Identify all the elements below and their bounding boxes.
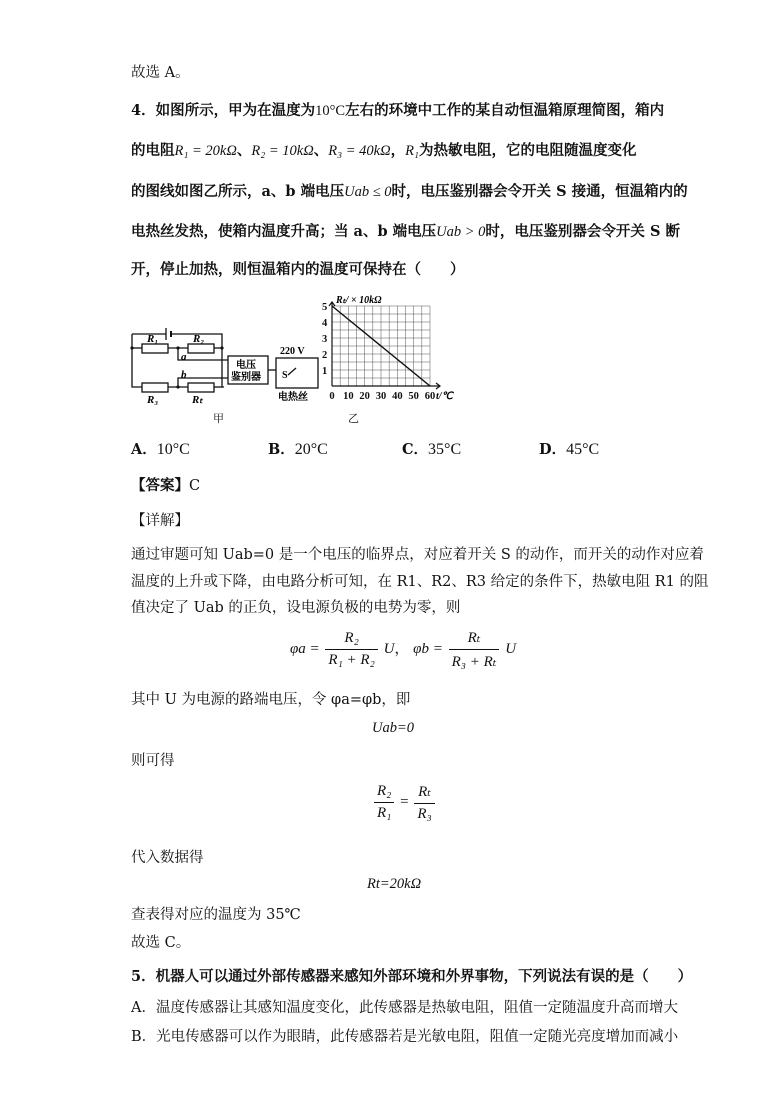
previous-answer: 故选 A。 xyxy=(131,65,190,81)
equation-rt-value: Rt=20kΩ xyxy=(367,876,422,892)
figure-jia-caption: 甲 xyxy=(213,412,224,425)
q4-line-3: 的图线如图乙所示，a、b 端电压Uab ≤ 0时，电压鉴别器会令开关 S 接通，恒温箱内的 xyxy=(131,183,688,200)
q5-option-a[interactable]: A．温度传感器让其感知温度变化，此传感器是热敏电阻，阻值一定随温度升高而增大 xyxy=(131,1000,678,1016)
uab-condition-2: Uab > 0 xyxy=(436,224,486,240)
detail-paragraph-4: 其中 U 为电源的路端电压，令 φa=φb，即 xyxy=(131,692,411,708)
y-tick-label: 2 xyxy=(322,350,328,361)
label-a: a xyxy=(181,351,187,363)
heater-label: 电热丝 xyxy=(278,392,308,403)
temperature-value: 10°C xyxy=(315,103,346,119)
detail-label: 【详解】 xyxy=(131,513,189,529)
y-tick-label: 1 xyxy=(322,366,328,377)
q5-option-b[interactable]: B．光电传感器可以作为眼睛，此传感器若是光敏电阻，阻值一定随光亮度增加而减小 xyxy=(131,1029,679,1045)
detector-label-1: 电压 xyxy=(236,360,256,371)
x-tick-label: 50 xyxy=(408,391,419,402)
rt-symbol: R₁ xyxy=(405,143,419,159)
graph-x-label: t/℃ xyxy=(436,391,453,402)
equation-ratio: $\frac{\text{R₂}}{\text{R₁}}$ = $\frac{\text{Rₜ}}{\text{R₃}}$ xyxy=(372,782,437,823)
circuit-diagram xyxy=(128,320,328,426)
option-a[interactable]: A．10°C xyxy=(131,441,190,458)
q4-line-5: 开，停止加热，则恒温箱内的温度可保持在（ ） xyxy=(131,261,465,278)
y-tick-label: 5 xyxy=(322,302,328,313)
option-b[interactable]: B．20°C xyxy=(268,441,328,458)
label-r2: R₂ xyxy=(193,333,205,345)
r2-value: R₂ = 10kΩ xyxy=(251,143,314,159)
answer-value: C xyxy=(189,478,201,494)
detector-label-2: 鉴别器 xyxy=(231,372,261,383)
q4-line-1: 4．如图所示，甲为在温度为10°C左右的环境中工作的某自动恒温箱原理简图，箱内 xyxy=(131,102,665,119)
r1-value: R₁ = 20kΩ xyxy=(174,143,237,159)
r3-value: R₃ = 40kΩ xyxy=(328,143,391,159)
detail-paragraph-7: 查表得对应的温度为 35℃ xyxy=(131,907,301,923)
detail-paragraph-2: 温度的上升或下降，由电路分析可知，在 R1、R2、R3 给定的条件下，热敏电阻 R1 的阻 xyxy=(131,574,709,590)
label-rt: Rₜ xyxy=(192,394,203,406)
detail-paragraph-1: 通过审题可知 Uab=0 是一个电压的临界点，对应着开关 S 的动作，而开关的动作对应着 xyxy=(131,547,704,563)
label-r3: R₃ xyxy=(147,394,159,406)
switch-label: S xyxy=(282,370,288,381)
x-tick-label: 60 xyxy=(424,391,436,402)
answer-line: 【答案】C xyxy=(131,477,201,494)
x-tick-label: 40 xyxy=(392,391,403,402)
q4-line-2: 的电阻R₁ = 20kΩ、R₂ = 10kΩ、R₃ = 40kΩ，R₁为热敏电阻，它的电阻随温度变化 xyxy=(131,142,637,159)
equation-potentials: φa = $\frac{\text{R₂}}{\text{R₁ + R₂}}$ U， φb = $\frac{\text{Rₜ}}{\text{R₃ + Rₜ}}$ U xyxy=(290,630,517,670)
equation-uab: Uab=0 xyxy=(372,720,415,736)
voltage-label: 220 V xyxy=(280,346,305,357)
q4-line-4: 电热丝发热，使箱内温度升高；当 a、b 端电压Uab > 0时，电压鉴别器会令开关 S 断 xyxy=(131,223,680,240)
q5-stem: 5．机器人可以通过外部传感器来感知外部环境和外界事物，下列说法有误的是（ ） xyxy=(131,968,693,985)
option-d[interactable]: D．45°C xyxy=(539,441,600,458)
figure-yi-caption: 乙 xyxy=(348,412,359,425)
graph-y-label: Rₜ/ × 10kΩ xyxy=(336,295,382,306)
option-c[interactable]: C．35°C xyxy=(402,441,462,458)
x-tick-label: 10 xyxy=(343,391,354,402)
x-tick-label: 0 xyxy=(329,391,335,402)
x-tick-label: 20 xyxy=(359,391,370,402)
uab-condition-1: Uab ≤ 0 xyxy=(344,184,392,200)
y-tick-label: 4 xyxy=(322,318,328,329)
q4-number: 4 xyxy=(131,102,142,119)
label-b: b xyxy=(181,369,187,381)
detail-paragraph-5: 则可得 xyxy=(131,753,175,769)
label-r1: R₁ xyxy=(147,333,159,345)
y-tick-label: 3 xyxy=(322,334,328,345)
detail-paragraph-3: 值决定了 Uab 的正负，设电源负极的电势为零，则 xyxy=(131,600,461,616)
conclusion-line: 故选 C。 xyxy=(131,935,191,951)
detail-paragraph-6: 代入数据得 xyxy=(131,850,204,866)
x-tick-label: 30 xyxy=(375,391,387,402)
rt-temperature-graph xyxy=(314,294,464,410)
